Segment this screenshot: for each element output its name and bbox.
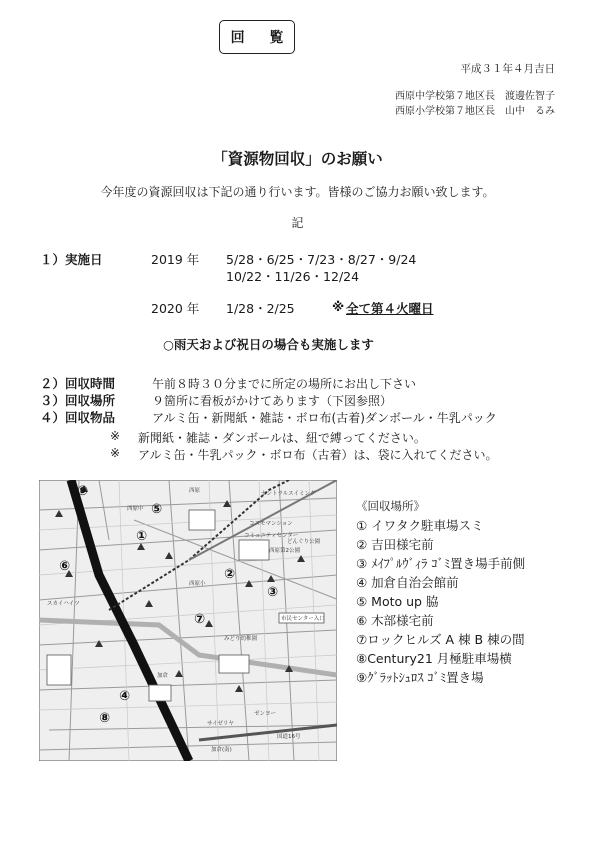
map-marker-7: ⑦ xyxy=(194,612,206,627)
map-label-community: コミュニティセンター xyxy=(244,533,299,539)
map-label-heart: どんぐり公園 xyxy=(287,539,321,545)
document-date: 平成３１年４月吉日 xyxy=(460,63,555,75)
legend-item: ⑧Century21 月極駐車場横 xyxy=(356,651,512,666)
sender-line-2: 西原小学校第７地区長 山中 るみ xyxy=(395,106,555,117)
legend-item: ① イワタク駐車場スミ xyxy=(356,518,484,533)
note1-text: 新聞紙・雑誌・ダンボールは、紐で縛ってください。 xyxy=(138,431,426,445)
map-marker-6: ⑥ xyxy=(59,559,71,574)
map-marker-3: ③ xyxy=(267,585,279,600)
legend-item: ⑦ロックヒルズ A 棟 B 棟の間 xyxy=(356,632,525,647)
schedule-year-2020: 2020 年 xyxy=(151,301,200,316)
map-marker-8: ⑧ xyxy=(99,711,111,726)
schedule-dates-2020: 1/28・2/25 xyxy=(226,301,295,316)
rain-note: ○雨天および祝日の場合も実施します xyxy=(163,337,374,352)
place-text: ９箇所に看板がかけてあります（下図参照） xyxy=(152,394,393,408)
map-label-school1: 西原中 xyxy=(127,506,144,512)
map-label-nishihara: 西原 xyxy=(189,488,201,494)
ki-heading: 記 xyxy=(291,216,304,230)
legend-item: ⑨ｸﾞﾗｯﾄｼｭﾛｽ ｺﾞﾐ置き場 xyxy=(356,670,484,685)
map-label-kindergarten: みどり幼稚園 xyxy=(224,636,258,642)
legend-title: 《回収場所》 xyxy=(356,499,425,513)
map-label-route16: 国道16号 xyxy=(277,734,301,740)
schedule-label: １）実施日 xyxy=(40,252,103,267)
place-label: ３）回収場所 xyxy=(40,393,116,408)
legend-item: ⑥ 木部様宅前 xyxy=(356,613,434,628)
schedule-note: 全て第４火曜日 xyxy=(346,301,434,316)
time-label: ２）回収時間 xyxy=(40,376,116,391)
legend-item: ③ ﾒｲﾌﾟﾙｳﾞｨﾗ ｺﾞﾐ置き場手前側 xyxy=(356,556,526,571)
map-label-park: 西原第2公園 xyxy=(269,548,300,554)
map-label-zenyo: ゼンヨー xyxy=(254,711,277,717)
items-label: ４）回収物品 xyxy=(40,410,116,425)
circulation-notice-label: 回 覧 xyxy=(230,30,294,46)
map-label-center: 市民センター入口 xyxy=(281,616,325,622)
map-marker-5b: ⑤ xyxy=(151,502,163,517)
note1-mark: ※ xyxy=(110,429,121,443)
map-marker-2: ② xyxy=(224,567,236,582)
collection-map xyxy=(39,480,337,761)
schedule-dates-2019-line1: 5/28・6/25・7/23・8/27・9/24 xyxy=(226,252,417,267)
items-text: アルミ缶・新聞紙・雑誌・ボロ布(古着)ダンボール・牛乳パック xyxy=(152,411,497,425)
time-text: 午前８時３０分までに所定の場所にお出し下さい xyxy=(152,377,417,391)
map-label-kagura: 加倉 xyxy=(157,673,169,679)
schedule-dates-2019-line2: 10/22・11/26・12/24 xyxy=(226,269,360,284)
map-marker-9: ⑨ xyxy=(77,484,89,499)
map-svg xyxy=(39,480,337,761)
intro-text: 今年度の資源回収は下記の通り行います。皆様のご協力お願い致します。 xyxy=(100,185,495,199)
legend-item: ④ 加倉自治会館前 xyxy=(356,575,459,590)
legend-item: ⑤ Moto up 脇 xyxy=(356,594,439,609)
map-label-saizeriya: サイゼリヤ xyxy=(207,721,234,727)
circulation-notice-box xyxy=(219,20,295,54)
schedule-note-mark: ※ xyxy=(332,299,345,314)
map-marker-1: ① xyxy=(136,529,148,544)
sender-line-1: 西原中学校第７地区長 渡邊佐智子 xyxy=(395,91,555,102)
map-label-stadium: セントラルスイミング xyxy=(261,491,316,497)
map-marker-4: ④ xyxy=(119,689,131,704)
map-label-cosmo: コスモマンション xyxy=(249,521,293,527)
schedule-year-2019: 2019 年 xyxy=(151,252,200,267)
note2-mark: ※ xyxy=(110,446,121,460)
note2-text: アルミ缶・牛乳パック・ボロ布（古着）は、袋に入れてください。 xyxy=(138,448,498,462)
map-label-kagura-minami: 加倉(南) xyxy=(211,747,232,753)
map-label-school2: 西原小 xyxy=(189,581,206,587)
legend-item: ② 吉田様宅前 xyxy=(356,537,434,552)
map-label-skyhigh: スカイハイツ xyxy=(47,601,80,607)
page-title: 「資源物回収」のお願い xyxy=(212,150,383,168)
